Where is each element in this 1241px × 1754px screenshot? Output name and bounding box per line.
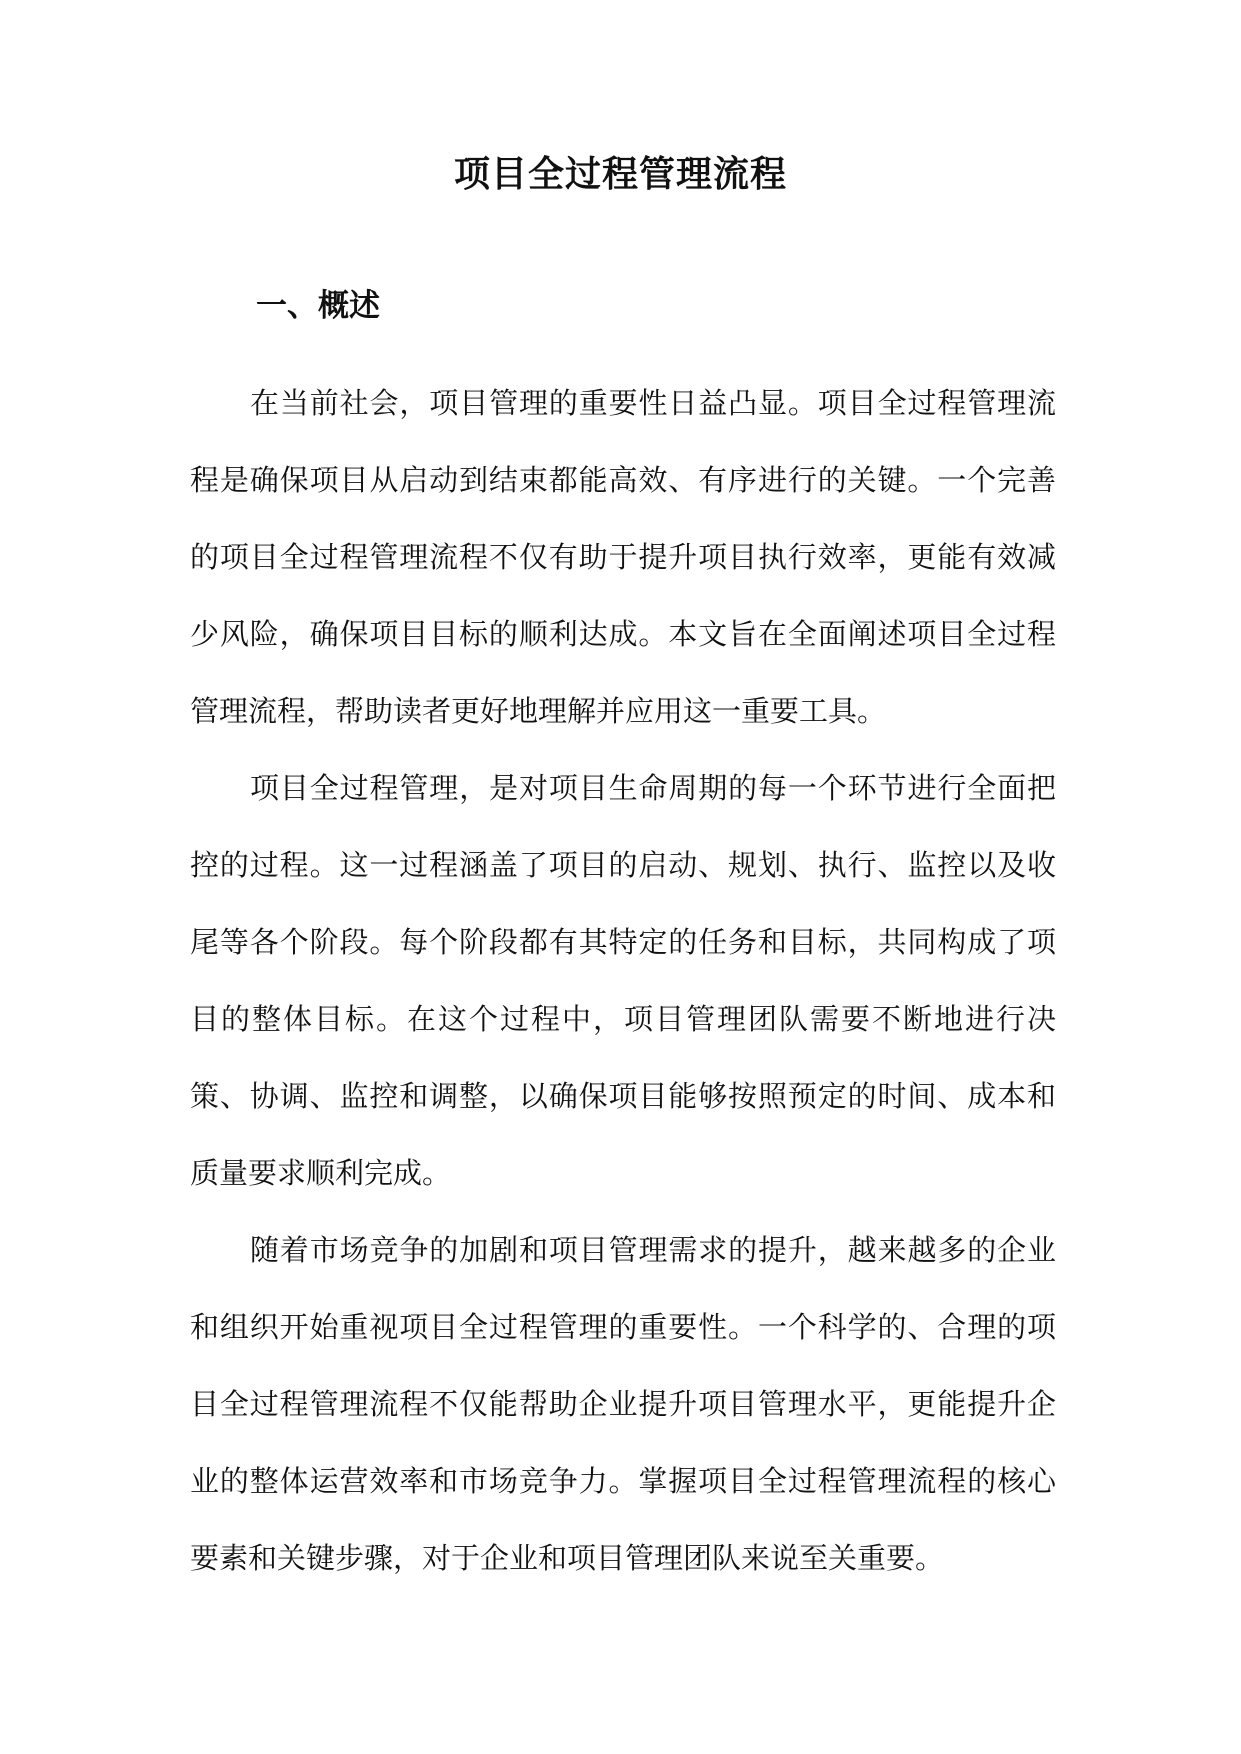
paragraph: 在当前社会，项目管理的重要性日益凸显。项目全过程管理流程是确保项目从启动到结束都能高效、有序进行的关键。一个完善的项目全过程管理流程不仅有助于提升项目执行效率，更能有效减少风险，确保项目目标的顺利达成。本文旨在全面阐述项目全过程管理流程，帮助读者更好地理解并应用这一重要工具。 [190,386,1056,728]
section-heading: 一、概述 [256,288,380,324]
paragraph: 随着市场竞争的加剧和项目管理需求的提升，越来越多的企业和组织开始重视项目全过程管理的重要性。一个科学的、合理的项目全过程管理流程不仅能帮助企业提升项目管理水平，更能提升企业的整体运营效率和市场竞争力。掌握项目全过程管理流程的核心要素和关键步骤，对于企业和项目管理团队来说至关重要。 [190,1233,1056,1575]
document-title: 项目全过程管理流程 [453,154,787,195]
paragraph: 项目全过程管理，是对项目生命周期的每一个环节进行全面把控的过程。这一过程涵盖了项目的启动、规划、执行、监控以及收尾等各个阶段。每个阶段都有其特定的任务和目标，共同构成了项目的整体目标。在这个过程中，项目管理团队需要不断地进行决策、协调、监控和调整，以确保项目能够按照预定的时间、成本和质量要求顺利完成。 [190,771,1056,1190]
document-body [190,365,1056,1597]
